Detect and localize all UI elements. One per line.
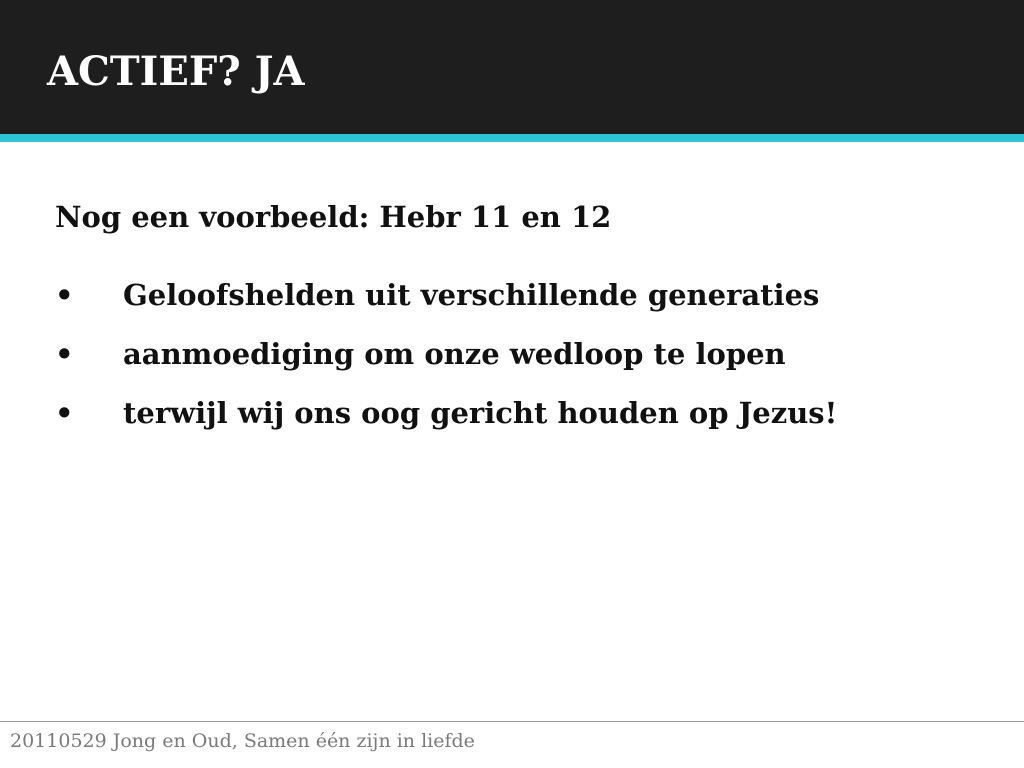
bullet-text: Geloofshelden uit verschillende generaties	[123, 278, 820, 312]
slide-subtitle: Nog een voorbeeld: Hebr 11 en 12	[55, 200, 612, 234]
bullet-dot-icon: •	[55, 396, 74, 430]
bullet-text: aanmoediging om onze wedloop te lopen	[123, 337, 786, 371]
bullet-dot-icon: •	[55, 337, 74, 371]
bullet-text: terwijl wij ons oog gericht houden op Jezus!	[123, 396, 838, 430]
footer-divider	[0, 721, 1024, 722]
slide-footer: 20110529 Jong en Oud, Samen één zijn in liefde	[10, 730, 475, 752]
bullet-dot-icon: •	[55, 278, 74, 312]
header-accent-line	[0, 134, 1024, 142]
slide-title: ACTIEF? JA	[47, 48, 305, 95]
slide-header-bar	[0, 0, 1024, 134]
